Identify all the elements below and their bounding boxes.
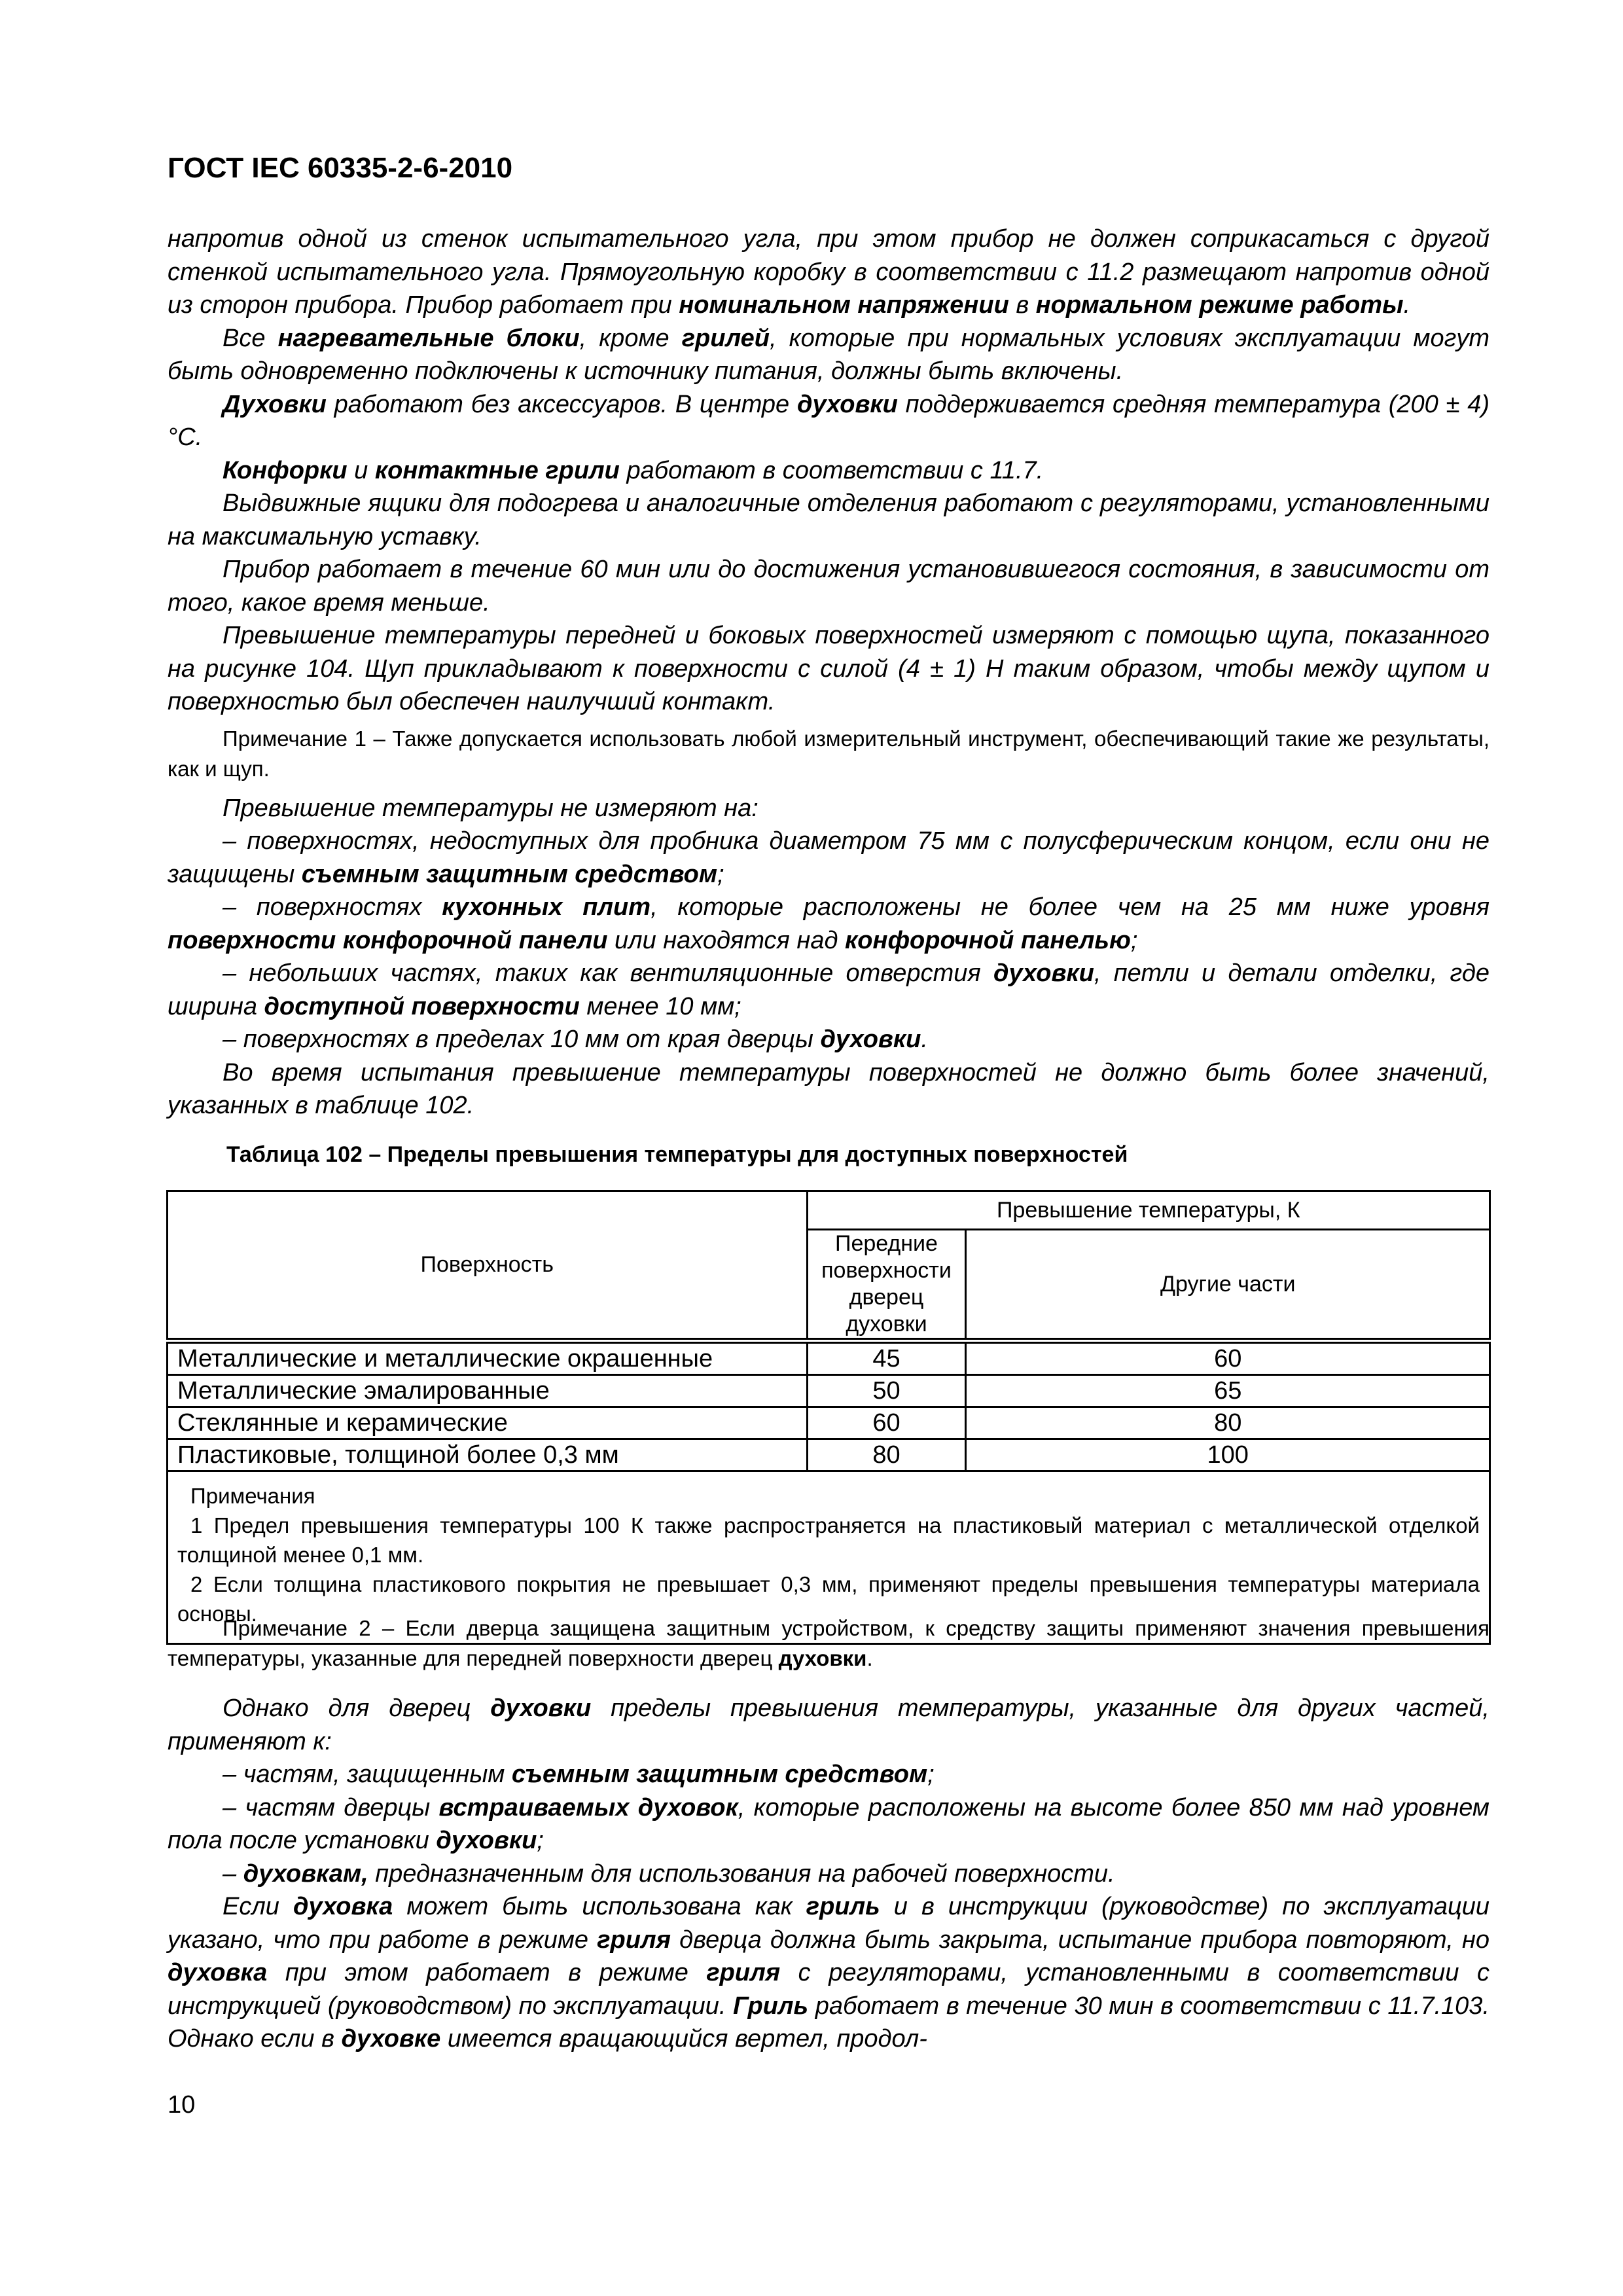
- table-102: [166, 1190, 1491, 1645]
- paragraph: Выдвижные ящики для подогрева и аналогичные отделения работают с регуляторами, установленными на максимальную уставку.: [168, 490, 1489, 550]
- list-item: – небольших частях, таких как вентиляционные отверстия духовки, петли и детали отделки, где ширина доступной поверхности менее 10 мм;: [168, 960, 1489, 1020]
- table-note-2: 2 Если толщина пластикового покрытия не превышает 0,3 мм, применяют пределы превышения температуры материала основы.: [177, 1572, 1480, 1626]
- list-item: – поверхностях, недоступных для пробника диаметром 75 мм с полусферическим концом, если они не защищены съемным защитным средством;: [168, 827, 1489, 888]
- note-2: Примечание 2 – Если дверца защищена защитным устройством, к средству защиты применяют значения превышения температуры, указанные для передней поверхности дверец духовки.: [168, 1616, 1489, 1670]
- list-item: – духовкам, предназначенным для использования на рабочей поверхности.: [223, 1859, 1115, 1888]
- paragraph: Духовки работают без аксессуаров. В центре духовки поддерживается средняя температура (200 ± 4) °C.: [168, 390, 1489, 451]
- surface-cell: Стеклянные и керамические: [168, 1407, 808, 1439]
- table-row: [168, 1375, 1490, 1407]
- list-item: – частям дверцы встраиваемых духовок, которые расположены на высоте более 850 мм над уровнем пола после установки духовки;: [168, 1793, 1489, 1854]
- document-header: ГОСТ IEC 60335-2-6-2010: [168, 152, 513, 184]
- front-value-cell: 80: [807, 1439, 966, 1471]
- paragraph: Конфорки и контактные грили работают в соответствии с 11.7.: [223, 456, 1044, 484]
- other-value-cell: 100: [966, 1439, 1490, 1471]
- note-2-section: [168, 1613, 1489, 1674]
- front-value-cell: 50: [807, 1375, 966, 1407]
- paragraph: Превышение температуры не измеряют на:: [223, 794, 758, 822]
- table-row: [168, 1341, 1490, 1375]
- table-row: [168, 1439, 1490, 1471]
- surface-cell: Металлические эмалированные: [168, 1375, 808, 1407]
- paragraph: Во время испытания превышение температуры поверхностей не должно быть более значений, указанных в таблице 102.: [168, 1058, 1489, 1119]
- header-other-parts: Другие части: [966, 1230, 1490, 1341]
- paragraph: Все нагревательные блоки, кроме грилей, которые при нормальных условиях эксплуатации могут быть одновременно подключены к источнику питания, должны быть включены.: [168, 324, 1489, 385]
- other-value-cell: 80: [966, 1407, 1490, 1439]
- paragraph: напротив одной из стенок испытательного угла, при этом прибор не должен соприкасаться с другой стенкой испытательного угла. Прямоугольную коробку в соответствии с 11.2 размещают напротив одной из сторон прибора. Прибор работает при номинальном напряжении в нормальном режиме работы.: [168, 225, 1489, 319]
- surface-cell: Пластиковые, толщиной более 0,3 мм: [168, 1439, 808, 1471]
- table-row: [168, 1407, 1490, 1439]
- body-section-1: [168, 223, 1489, 1122]
- paragraph: Прибор работает в течение 60 мин или до достижения установившегося состояния, в зависимости от того, какое время меньше.: [168, 556, 1489, 617]
- header-temperature-rise: Превышение температуры, К: [807, 1191, 1490, 1230]
- list-item: – частям, защищенным съемным защитным средством;: [223, 1761, 935, 1788]
- front-value-cell: 60: [807, 1407, 966, 1439]
- header-front-surfaces: Передние поверхности дверец духовки: [807, 1230, 966, 1341]
- front-value-cell: 45: [807, 1341, 966, 1375]
- other-value-cell: 60: [966, 1341, 1490, 1375]
- note-1: Примечание 1 – Также допускается использовать любой измерительный инструмент, обеспечивающий такие же результаты, как и щуп.: [168, 726, 1489, 781]
- notes-title: Примечания: [190, 1484, 315, 1508]
- paragraph: Однако для дверец духовки пределы превышения температуры, указанные для других частей, применяют к:: [168, 1695, 1489, 1755]
- header-surface: Поверхность: [168, 1191, 808, 1341]
- surface-cell: Металлические и металлические окрашенные: [168, 1341, 808, 1375]
- other-value-cell: 65: [966, 1375, 1490, 1407]
- table-caption: Таблица 102 – Пределы превышения температуры для доступных поверхностей: [226, 1142, 1128, 1167]
- page-number: 10: [168, 2091, 196, 2119]
- paragraph: Если духовка может быть использована как гриль и в инструкции (руководстве) по эксплуатации указано, что при работе в режиме гриля дверца должна быть закрыта, испытание прибора повторяют, но духовка при этом работает в режиме гриля с регуляторами, установленными в соответствии с инструкцией (руководством) по эксплуатации. Гриль работает в течение 30 мин в соответствии с 11.7.103. Однако если в духовке имеется вращающийся вертел, продол-: [168, 1893, 1490, 2053]
- list-item: – поверхностях в пределах 10 мм от края дверцы духовки.: [223, 1026, 928, 1053]
- body-section-2: [168, 1692, 1489, 2056]
- list-item: – поверхностях кухонных плит, которые расположены не более чем на 25 мм ниже уровня поверхности конфорочной панели или находятся над конфорочной панелью;: [168, 893, 1489, 954]
- paragraph: Превышение температуры передней и боковых поверхностей измеряют с помощью щупа, показанного на рисунке 104. Щуп прикладывают к поверхности с силой (4 ± 1) Н таким образом, чтобы между щупом и поверхностью был обеспечен наилучший контакт.: [168, 622, 1489, 715]
- table-note-1: 1 Предел превышения температуры 100 К также распространяется на пластиковый материал с металлической отделкой толщиной менее 0,1 мм.: [177, 1513, 1480, 1567]
